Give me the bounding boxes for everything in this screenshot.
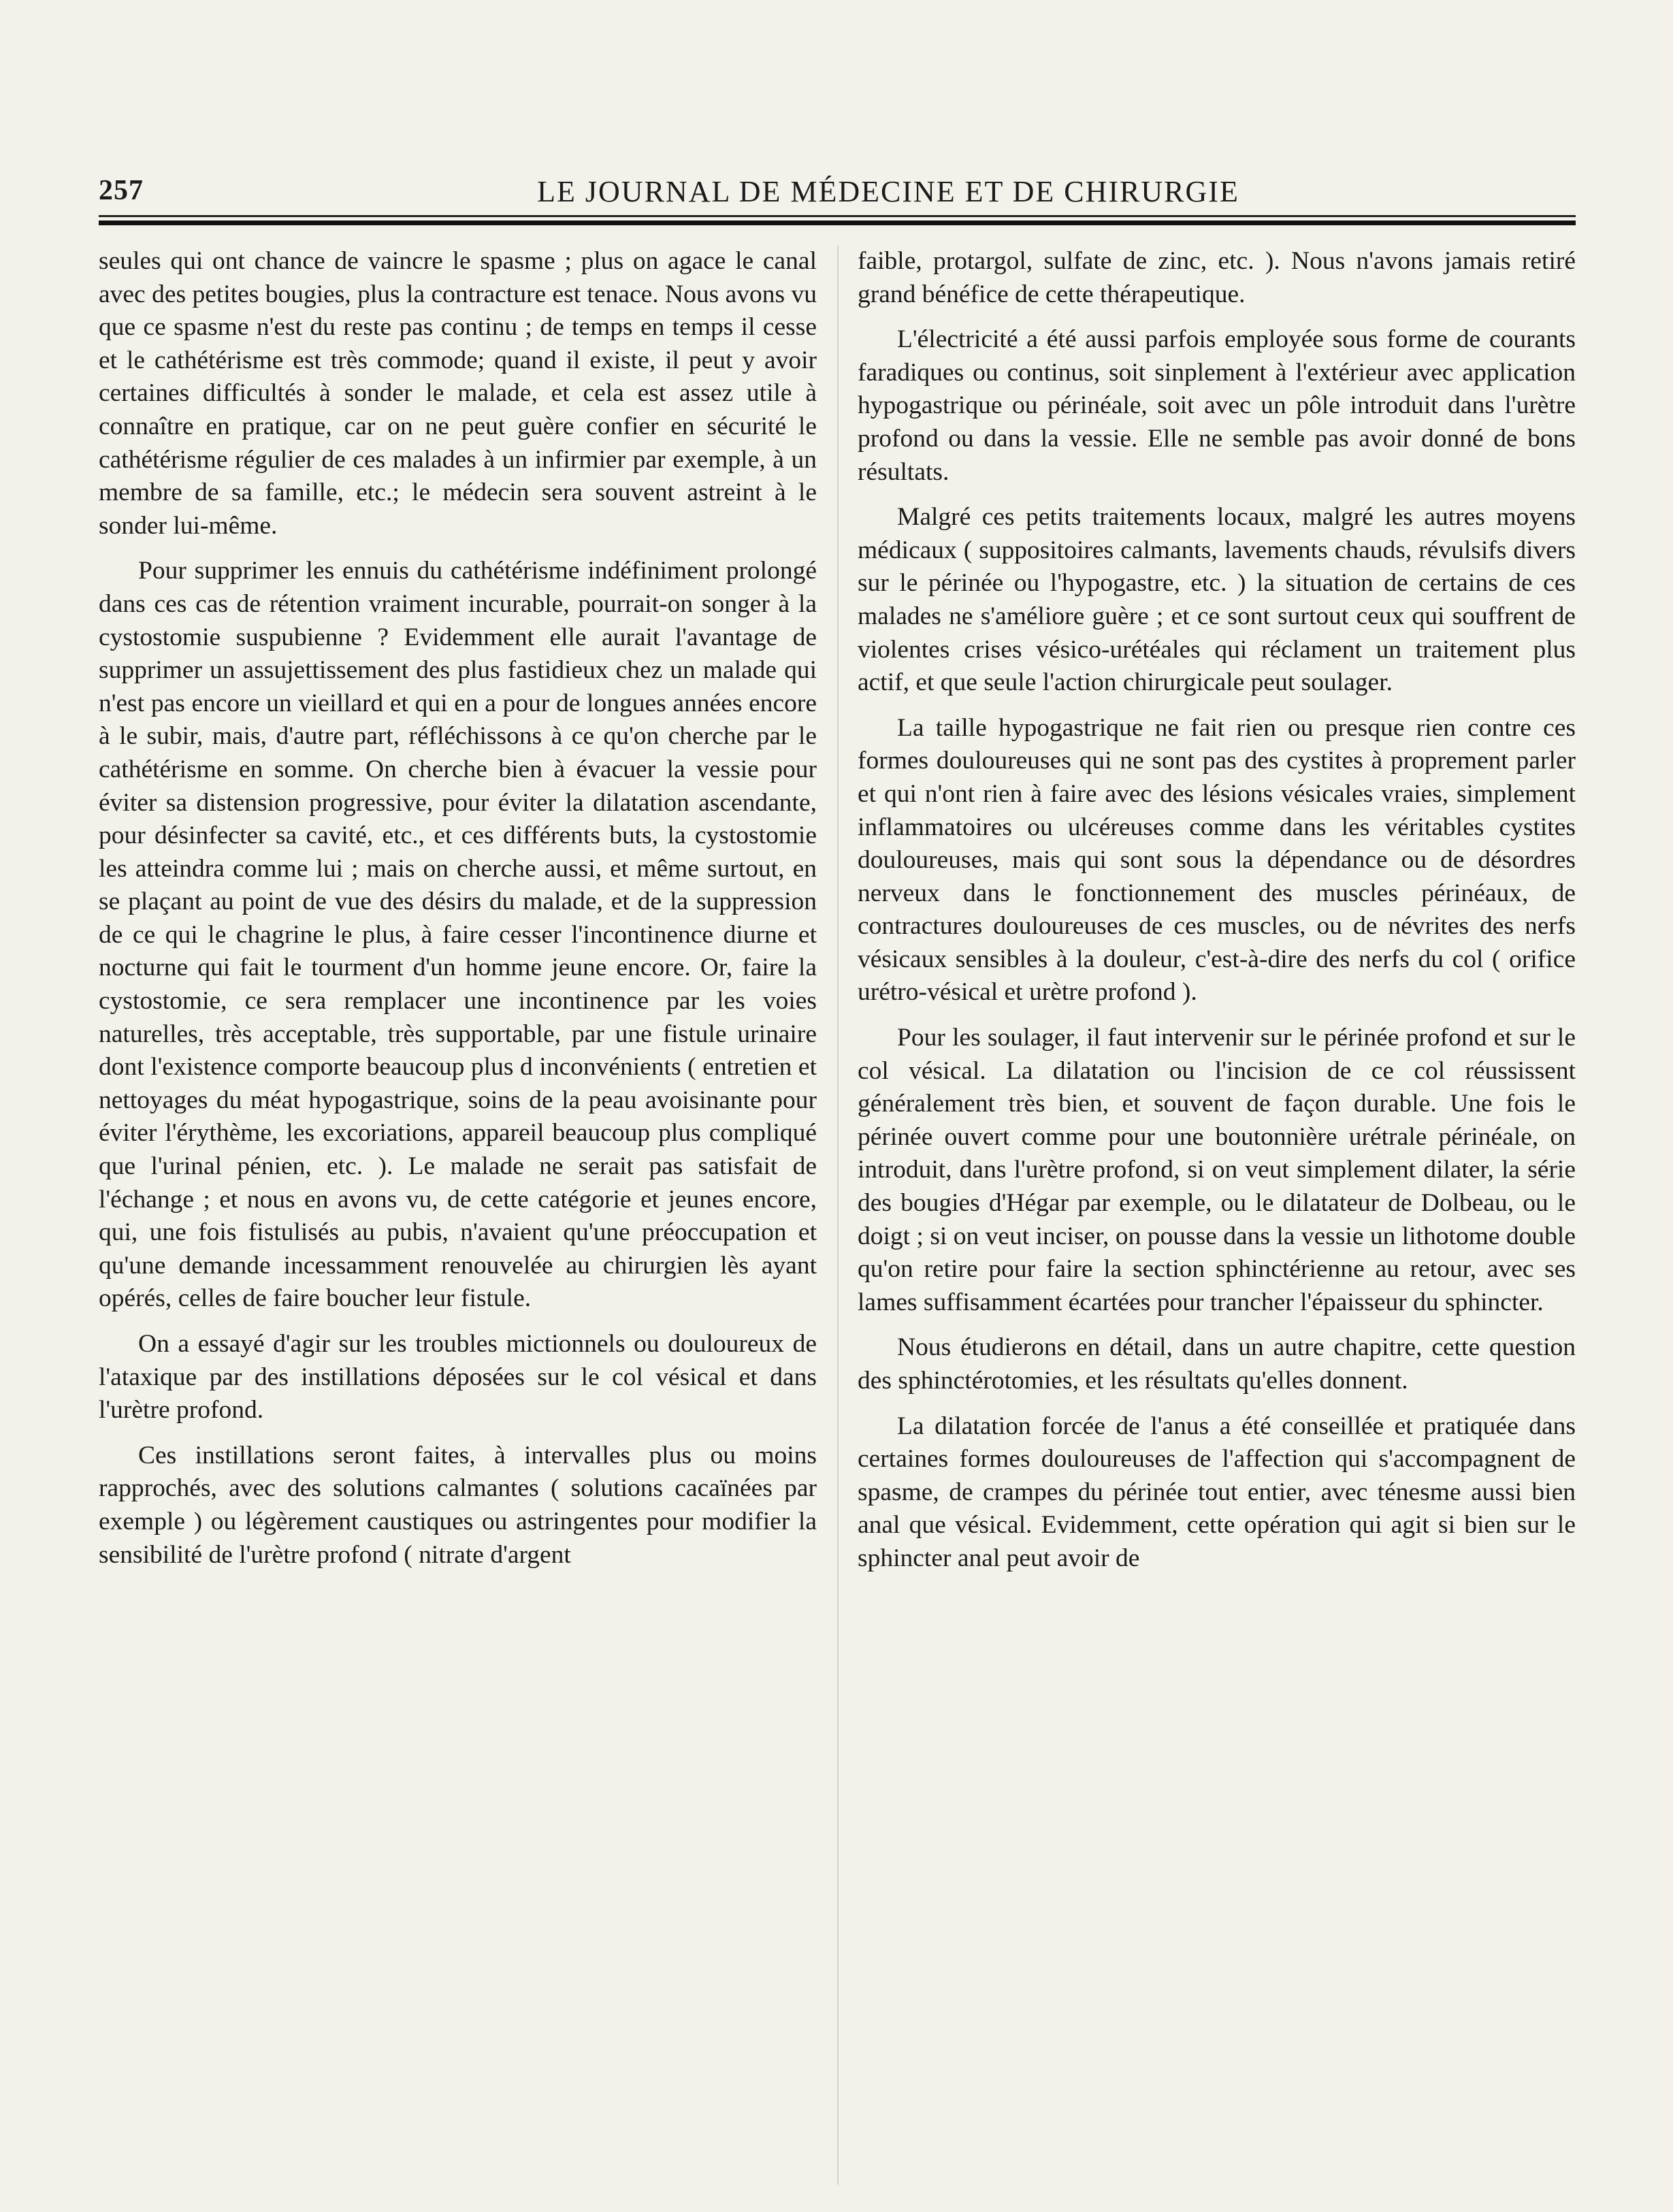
- paragraph: Pour les soulager, il faut intervenir sur le périnée profond et sur le col vésical. La dilatation ou l'incision de ce col réussissent généralement très bien, et souvent de façon durable. Une fois le périnée ouvert comme pour une boutonnière urétrale périnéale, on introduit, dans l'urètre profond, si on veut simplement dilater, la série des bougies d'Hégar par exemple, ou le dilatateur de Dolbeau, ou le doigt ; si on veut inciser, on pousse dans la vessie un lithotome double qu'on retire pour faire la section sphinctérienne au retour, avec ses lames suffisamment écartées pour trancher l'épaisseur du sphincter.: [858, 1024, 1576, 1316]
- paragraph: faible, protargol, sulfate de zinc, etc. ). Nous n'avons jamais retiré grand bénéfice de cette thérapeutique.: [858, 247, 1576, 308]
- paragraph: La dilatation forcée de l'anus a été conseillée et pratiquée dans certaines formes douloureuses de l'affection qui s'accompagnent de spasme, de crampes du périnée tout entier, avec ténesme aussi bien anal que vésical. Evidemment, cette opération qui agit si bien sur le sphincter anal peut avoir de: [858, 1412, 1576, 1572]
- paragraph: Malgré ces petits traitements locaux, malgré les autres moyens médicaux ( suppositoires calmants, lavements chauds, révulsifs divers sur le périnée ou l'hypogastre, etc. ) la situation de certains de ces malades ne s'améliore guère ; et ce sont surtout ceux qui souffrent de violentes crises vésico-urétéales qui réclament un traitement plus actif, et que seule l'action chirurgicale peut soulager.: [858, 503, 1576, 697]
- paragraph: seules qui ont chance de vaincre le spasme ; plus on agace le canal avec des petites bougies, plus la contracture est tenace. Nous avons vu que ce spasme n'est du reste pas continu ; de temps en temps il cesse et le cathétérisme est très commode; quand il existe, il peut y avoir certaines difficultés à sonder le malade, et cela est assez utile à connaître en pratique, car on ne peut guère confier en sécurité le cathétérisme régulier de ces malades à un infirmier par exemple, à un membre de sa famille, etc.; le médecin sera souvent astreint à le sonder lui-même.: [99, 247, 817, 540]
- page-header: [99, 170, 1576, 211]
- paragraph: Nous étudierons en détail, dans un autre chapitre, cette question des sphinctérotomies, et les résultats qu'elles donnent.: [858, 1333, 1576, 1395]
- right-column: [858, 245, 1576, 1588]
- page-number: 257: [99, 175, 144, 206]
- column-gutter: [837, 245, 839, 2185]
- left-column: [99, 245, 817, 1584]
- paragraph: La taille hypogastrique ne fait rien ou presque rien contre ces formes douloureuses qui ne sont pas des cystites à proprement parler et qui n'ont rien à faire avec des lésions vésicales vraies, simplement inflammatoires ou ulcéreuses comme dans les véritables cystites douloureuses, mais qui sont sous la dépendance ou de désordres nerveux dans le fonctionnement des muscles périnéaux, de contractures douloureuses de ces muscles, ou de névrites des nerfs vésicaux sensibles à la douleur, c'est-à-dire des nerfs du col ( orifice urétro-vésical et urètre profond ).: [858, 713, 1576, 1007]
- paragraph: Pour supprimer les ennuis du cathétérisme indéfiniment prolongé dans ces cas de rétention vraiment incurable, pourrait-on songer à la cystostomie suspubienne ? Evidemment elle aurait l'avantage de supprimer un assujettissement des plus fastidieux chez un malade qui n'est pas encore un vieillard et qui en a pour de longues années encore à le subir, mais, d'autre part, réfléchissons à ce qu'on cherche par le cathétérisme en somme. On cherche bien à évacuer la vessie pour éviter sa distension progressive, pour éviter la dilatation ascendante, pour désinfecter sa cavité, etc., et ces différents buts, la cystostomie les atteindra comme lui ; mais on cherche aussi, et même surtout, en se plaçant au point de vue des désirs du malade, et de la suppression de ce qui le chagrine le plus, à faire cesser l'incontinence diurne et nocturne qui fait le tourment d'un homme jeune encore. Or, faire la cystostomie, ce sera remplacer une incontinence par les voies naturelles, très acceptable, très supportable, par une fistule urinaire dont l'existence comporte beaucoup plus d inconvénients ( entretien et nettoyages du méat hypogastrique, soins de la peau avoisinante pour éviter l'érythème, les excoriations, appareil beaucoup plus compliqué que l'urinal pénien, etc. ). Le malade ne serait pas satisfait de l'échange ; et nous en avons vu, de cette catégorie et jeunes encore, qui, une fois fistulisés au pubis, n'avaient qu'une préoccupation et qu'une demande incessamment renouvelée au chirurgien lès ayant opérés, celles de faire boucher leur fistule.: [99, 557, 817, 1313]
- journal-page: [99, 170, 1576, 2185]
- header-rule-thin: [99, 215, 1576, 217]
- header-rule-thick: [99, 221, 1576, 225]
- paragraph: On a essayé d'agir sur les troubles mictionnels ou douloureux de l'ataxique par des instillations déposées sur le col vésical et dans l'urètre profond.: [99, 1330, 817, 1425]
- paragraph: Ces instillations seront faites, à intervalles plus ou moins rapprochés, avec des solutions calmantes ( solutions cacaïnées par exemple ) ou légèrement caustiques ou astringentes pour modifier la sensibilité de l'urètre profond ( nitrate d'argent: [99, 1441, 817, 1569]
- journal-title: LE JOURNAL DE MÉDECINE ET DE CHIRURGIE: [537, 175, 1239, 208]
- paragraph: L'électricité a été aussi parfois employée sous forme de courants faradiques ou continus, soit sinplement à l'extérieur avec application hypogastrique ou périnéale, soit avec un pôle introduit dans l'urètre profond ou dans la vessie. Elle ne semble pas avoir donné de bons résultats.: [858, 325, 1576, 486]
